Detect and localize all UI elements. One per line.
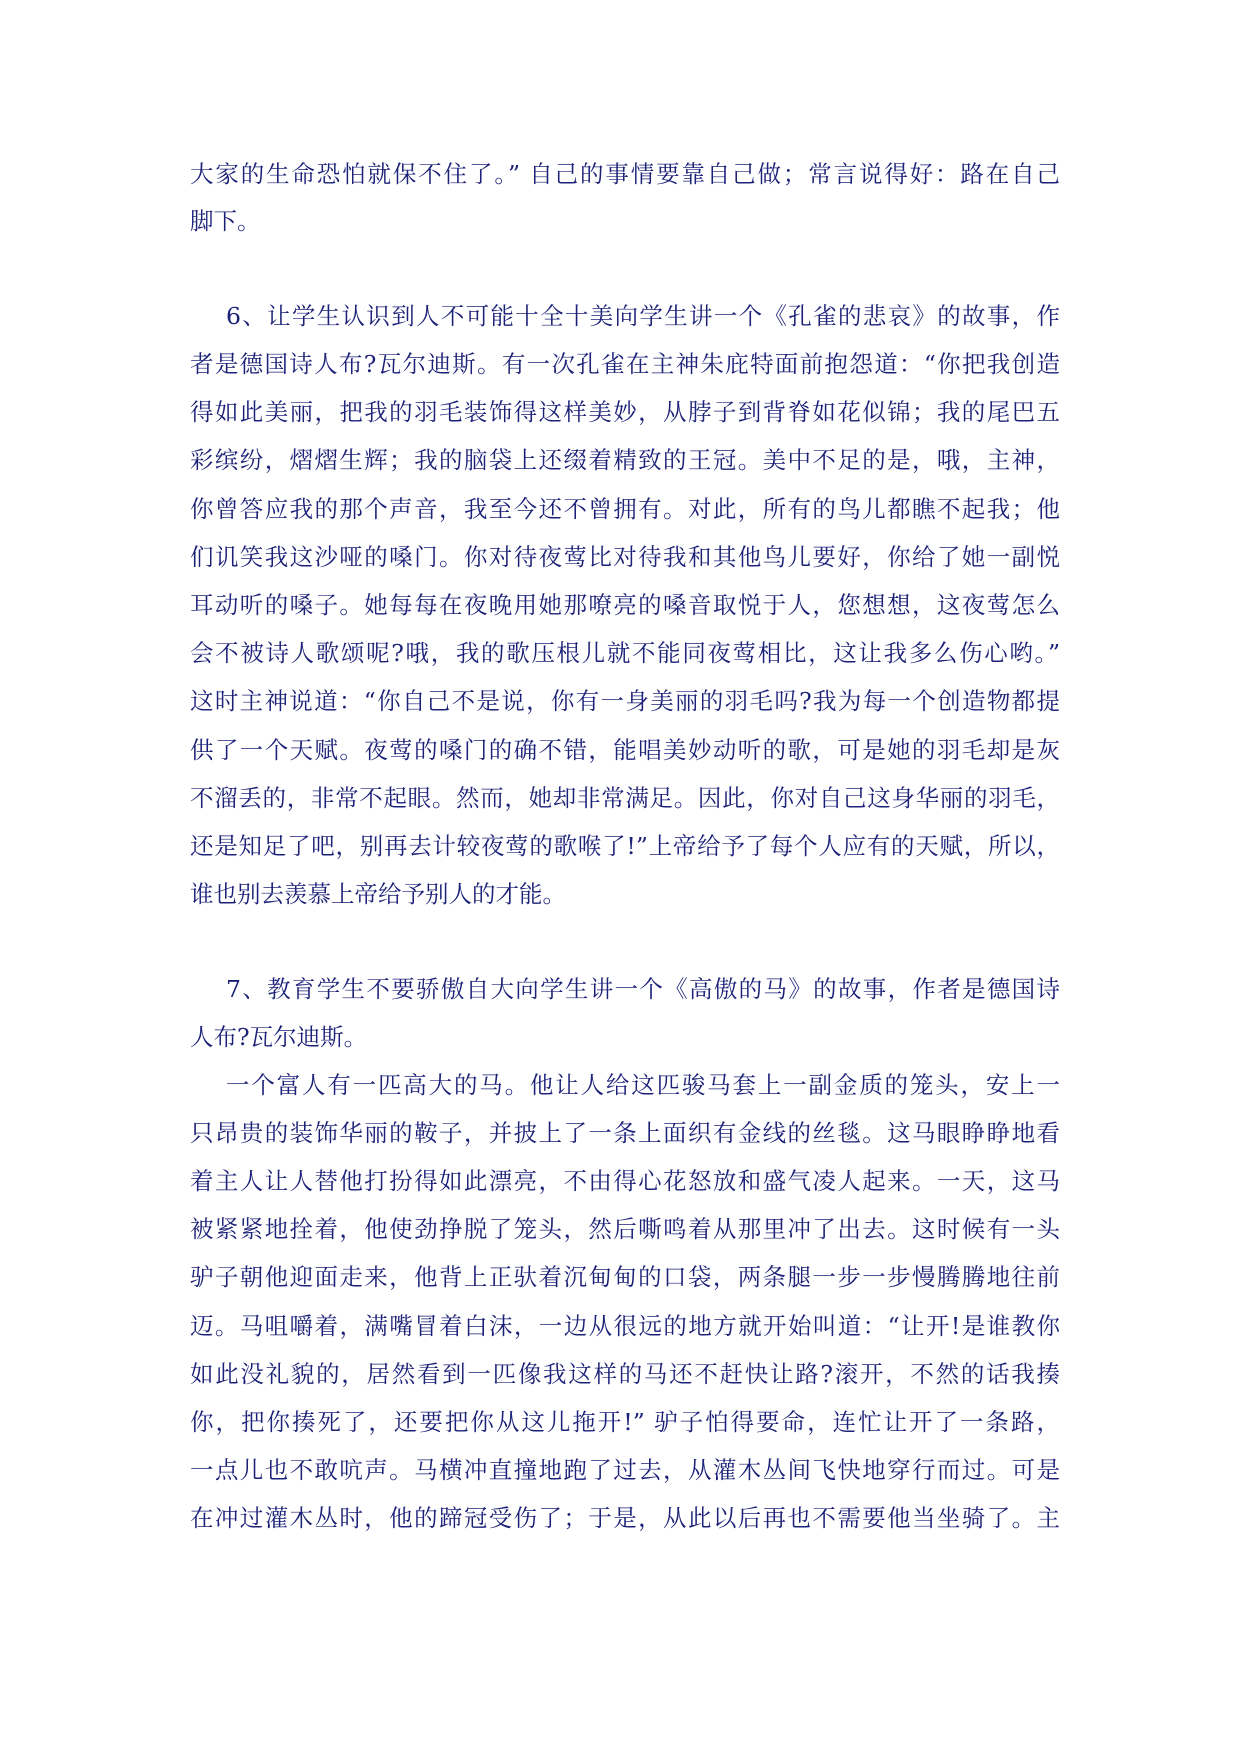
text-line: 只昂贵的装饰华丽的鞍子，并披上了一条上面织有金线的丝毯。这马眼睁睁地看 bbox=[190, 1119, 1060, 1147]
text-line: 被紧紧地拴着，他使劲挣脱了笼头，然后嘶鸣着从那里冲了出去。这时候有一头 bbox=[190, 1215, 1060, 1243]
text-line: 耳动听的嗓子。她每每在夜晚用她那嘹亮的嗓音取悦于人，您想想，这夜莺怎么 bbox=[190, 591, 1060, 619]
text-line: 你，把你揍死了，还要把你从这儿拖开!” 驴子怕得要命，连忙让开了一条路， bbox=[190, 1408, 1060, 1436]
text-line: 如此没礼貌的，居然看到一匹像我这样的马还不赶快让路?滚开，不然的话我揍 bbox=[190, 1360, 1060, 1388]
text-line: 这时主神说道：“你自己不是说，你有一身美丽的羽毛吗?我为每一个创造物都提 bbox=[190, 687, 1060, 715]
text-line: 7、教育学生不要骄傲自大向学生讲一个《高傲的马》的故事，作者是德国诗 bbox=[226, 975, 1060, 1003]
text-line: 人布?瓦尔迪斯。 bbox=[190, 1023, 368, 1051]
text-line: 一个富人有一匹高大的马。他让人给这匹骏马套上一副金质的笼头，安上一 bbox=[226, 1071, 1060, 1099]
text-line: 彩缤纷，熠熠生辉；我的脑袋上还缀着精致的王冠。美中不足的是，哦，主神， bbox=[190, 446, 1060, 474]
text-line: 你曾答应我的那个声音，我至今还不曾拥有。对此，所有的鸟儿都瞧不起我；他 bbox=[190, 495, 1060, 523]
text-line: 谁也别去羡慕上帝给予别人的才能。 bbox=[190, 880, 566, 908]
text-line: 会不被诗人歌颂呢?哦，我的歌压根儿就不能同夜莺相比，这让我多么伤心哟。” bbox=[190, 639, 1060, 667]
text-line: 在冲过灌木丛时，他的蹄冠受伤了；于是，从此以后再也不需要他当坐骑了。主 bbox=[190, 1504, 1060, 1532]
text-line: 还是知足了吧，别再去计较夜莺的歌喉了!”上帝给予了每个人应有的天赋，所以， bbox=[190, 832, 1060, 860]
text-line: 驴子朝他迎面走来，他背上正驮着沉甸甸的口袋，两条腿一步一步慢腾腾地往前 bbox=[190, 1263, 1060, 1291]
text-line: 们讥笑我这沙哑的嗓门。你对待夜莺比对待我和其他鸟儿要好，你给了她一副悦 bbox=[190, 543, 1060, 571]
text-line: 不溜丢的，非常不起眼。然而，她却非常满足。因此，你对自己这身华丽的羽毛， bbox=[190, 784, 1060, 812]
text-line: 一点儿也不敢吭声。马横冲直撞地跑了过去，从灌木丛间飞快地穿行而过。可是 bbox=[190, 1456, 1060, 1484]
text-line: 6、让学生认识到人不可能十全十美向学生讲一个《孔雀的悲哀》的故事，作 bbox=[226, 302, 1060, 330]
text-line: 迈。马咀嚼着，满嘴冒着白沫，一边从很远的地方就开始叫道：“让开!是谁教你 bbox=[190, 1312, 1060, 1340]
text-line: 者是德国诗人布?瓦尔迪斯。有一次孔雀在主神朱庇特面前抱怨道：“你把我创造 bbox=[190, 350, 1060, 378]
text-line: 得如此美丽，把我的羽毛装饰得这样美妙，从脖子到背脊如花似锦；我的尾巴五 bbox=[190, 398, 1060, 426]
text-line: 供了一个天赋。夜莺的嗓门的确不错，能唱美妙动听的歌，可是她的羽毛却是灰 bbox=[190, 736, 1060, 764]
text-line: 着主人让人替他打扮得如此漂亮，不由得心花怒放和盛气凌人起来。一天，这马 bbox=[190, 1167, 1060, 1195]
text-line: 脚下。 bbox=[190, 207, 261, 235]
text-line: 大家的生命恐怕就保不住了。” 自己的事情要靠自己做；常言说得好：路在自己 bbox=[190, 160, 1060, 188]
